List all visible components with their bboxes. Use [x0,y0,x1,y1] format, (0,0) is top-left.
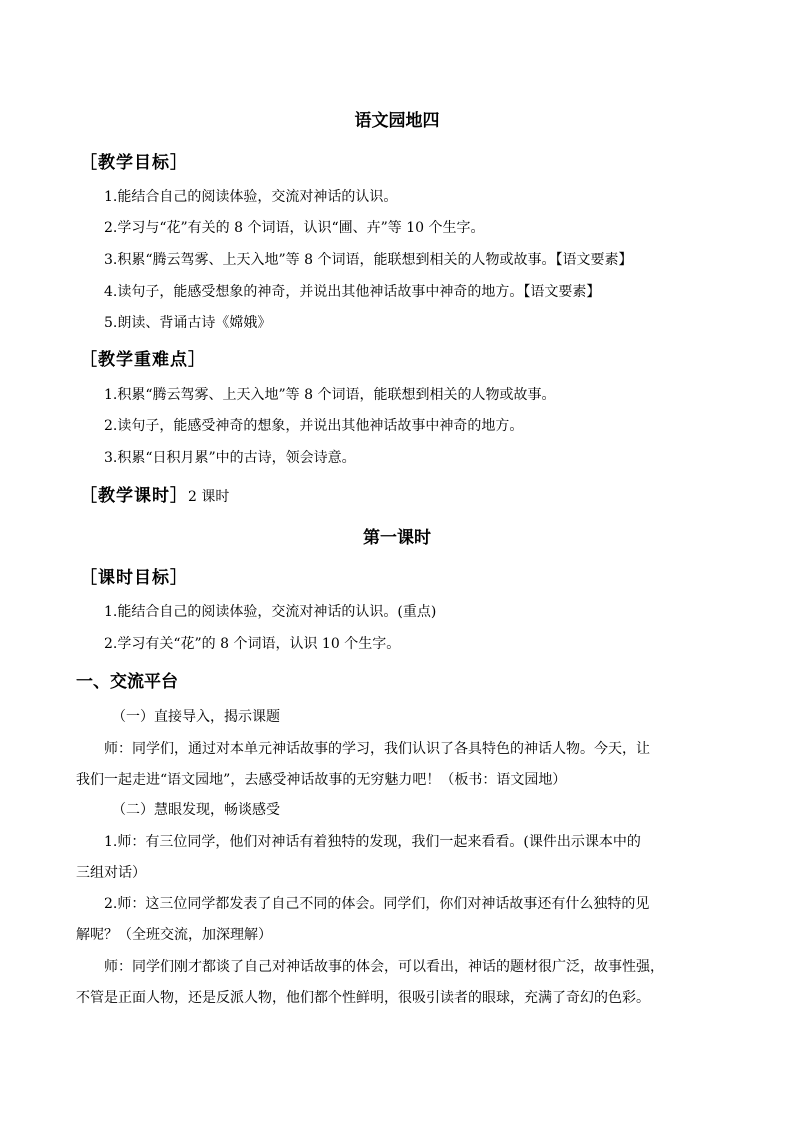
document-title: 语文园地四 [354,111,440,131]
step-2-heading: （二）慧眼发现，畅谈感受 [112,802,280,818]
teaching-hours-label: ［教学课时］ [80,486,188,506]
lesson-goal-1: 1.能结合自己的阅读体验，交流对神话的认识。(重点) [104,604,437,620]
paragraph-2-line-2: 三组对话） [76,865,146,881]
paragraph-1-line-1: 师：同学们，通过对本单元神话故事的学习，我们认识了各具特色的神话人物。今天，让 [104,741,650,757]
step-1-heading: （一）直接导入，揭示课题 [112,709,280,725]
paragraph-4-line-1: 师：同学们刚才都谈了自己对神话故事的体会，可以看出，神话的题材很广泛，故事性强， [104,959,664,975]
paragraph-4-line-2: 不管是正面人物，还是反派人物，他们都个性鲜明，很吸引读者的眼球，充满了奇幻的色彩。 [76,990,650,1006]
teaching-goals-heading: ［教学目标］ [80,153,188,173]
goal-item-2: 2.学习与“花”有关的 8 个词语，认识“圃、卉”等 10 个生字。 [104,220,485,236]
teaching-hours-value: 2 课时 [188,489,230,505]
goal-item-1: 1.能结合自己的阅读体验，交流对神话的认识。 [104,189,398,205]
paragraph-1-line-2: 我们一起走进“语文园地”，去感受神话故事的无穷魅力吧！（板书：语文园地） [76,772,567,788]
paragraph-3-line-1: 2.师：这三位同学都发表了自己不同的体会。同学们，你们对神话故事还有什么独特的见 [104,896,650,912]
teaching-hours-heading [80,481,229,506]
goal-item-3: 3.积累“腾云驾雾、上天入地”等 8 个词语，能联想到相关的人物或故事。【语文要素】 [104,252,633,268]
key-point-3: 3.积累“日积月累”中的古诗，领会诗意。 [104,450,356,466]
key-point-2: 2.读句子，能感受神奇的想象，并说出其他神话故事中神奇的地方。 [104,418,524,434]
part-heading: 一、交流平台 [76,672,178,692]
goal-item-4: 4.读句子，能感受想象的神奇，并说出其他神话故事中神奇的地方。【语文要素】 [104,284,601,300]
lesson-goals-heading: ［课时目标］ [80,568,188,588]
goal-item-5: 5.朗读、背诵古诗《嫦娥》 [104,315,272,331]
paragraph-3-line-2: 解呢？（全班交流，加深理解） [76,927,272,943]
lesson-goal-2: 2.学习有关“花”的 8 个词语，认识 10 个生字。 [104,636,401,652]
key-points-heading: ［教学重难点］ [80,350,206,370]
paragraph-2-line-1: 1.师：有三位同学，他们对神话有着独特的发现，我们一起来看看。(课件出示课本中的 [104,834,641,850]
key-point-1: 1.积累“腾云驾雾、上天入地”等 8 个词语，能联想到相关的人物或故事。 [104,387,556,403]
lesson-title: 第一课时 [363,528,431,548]
